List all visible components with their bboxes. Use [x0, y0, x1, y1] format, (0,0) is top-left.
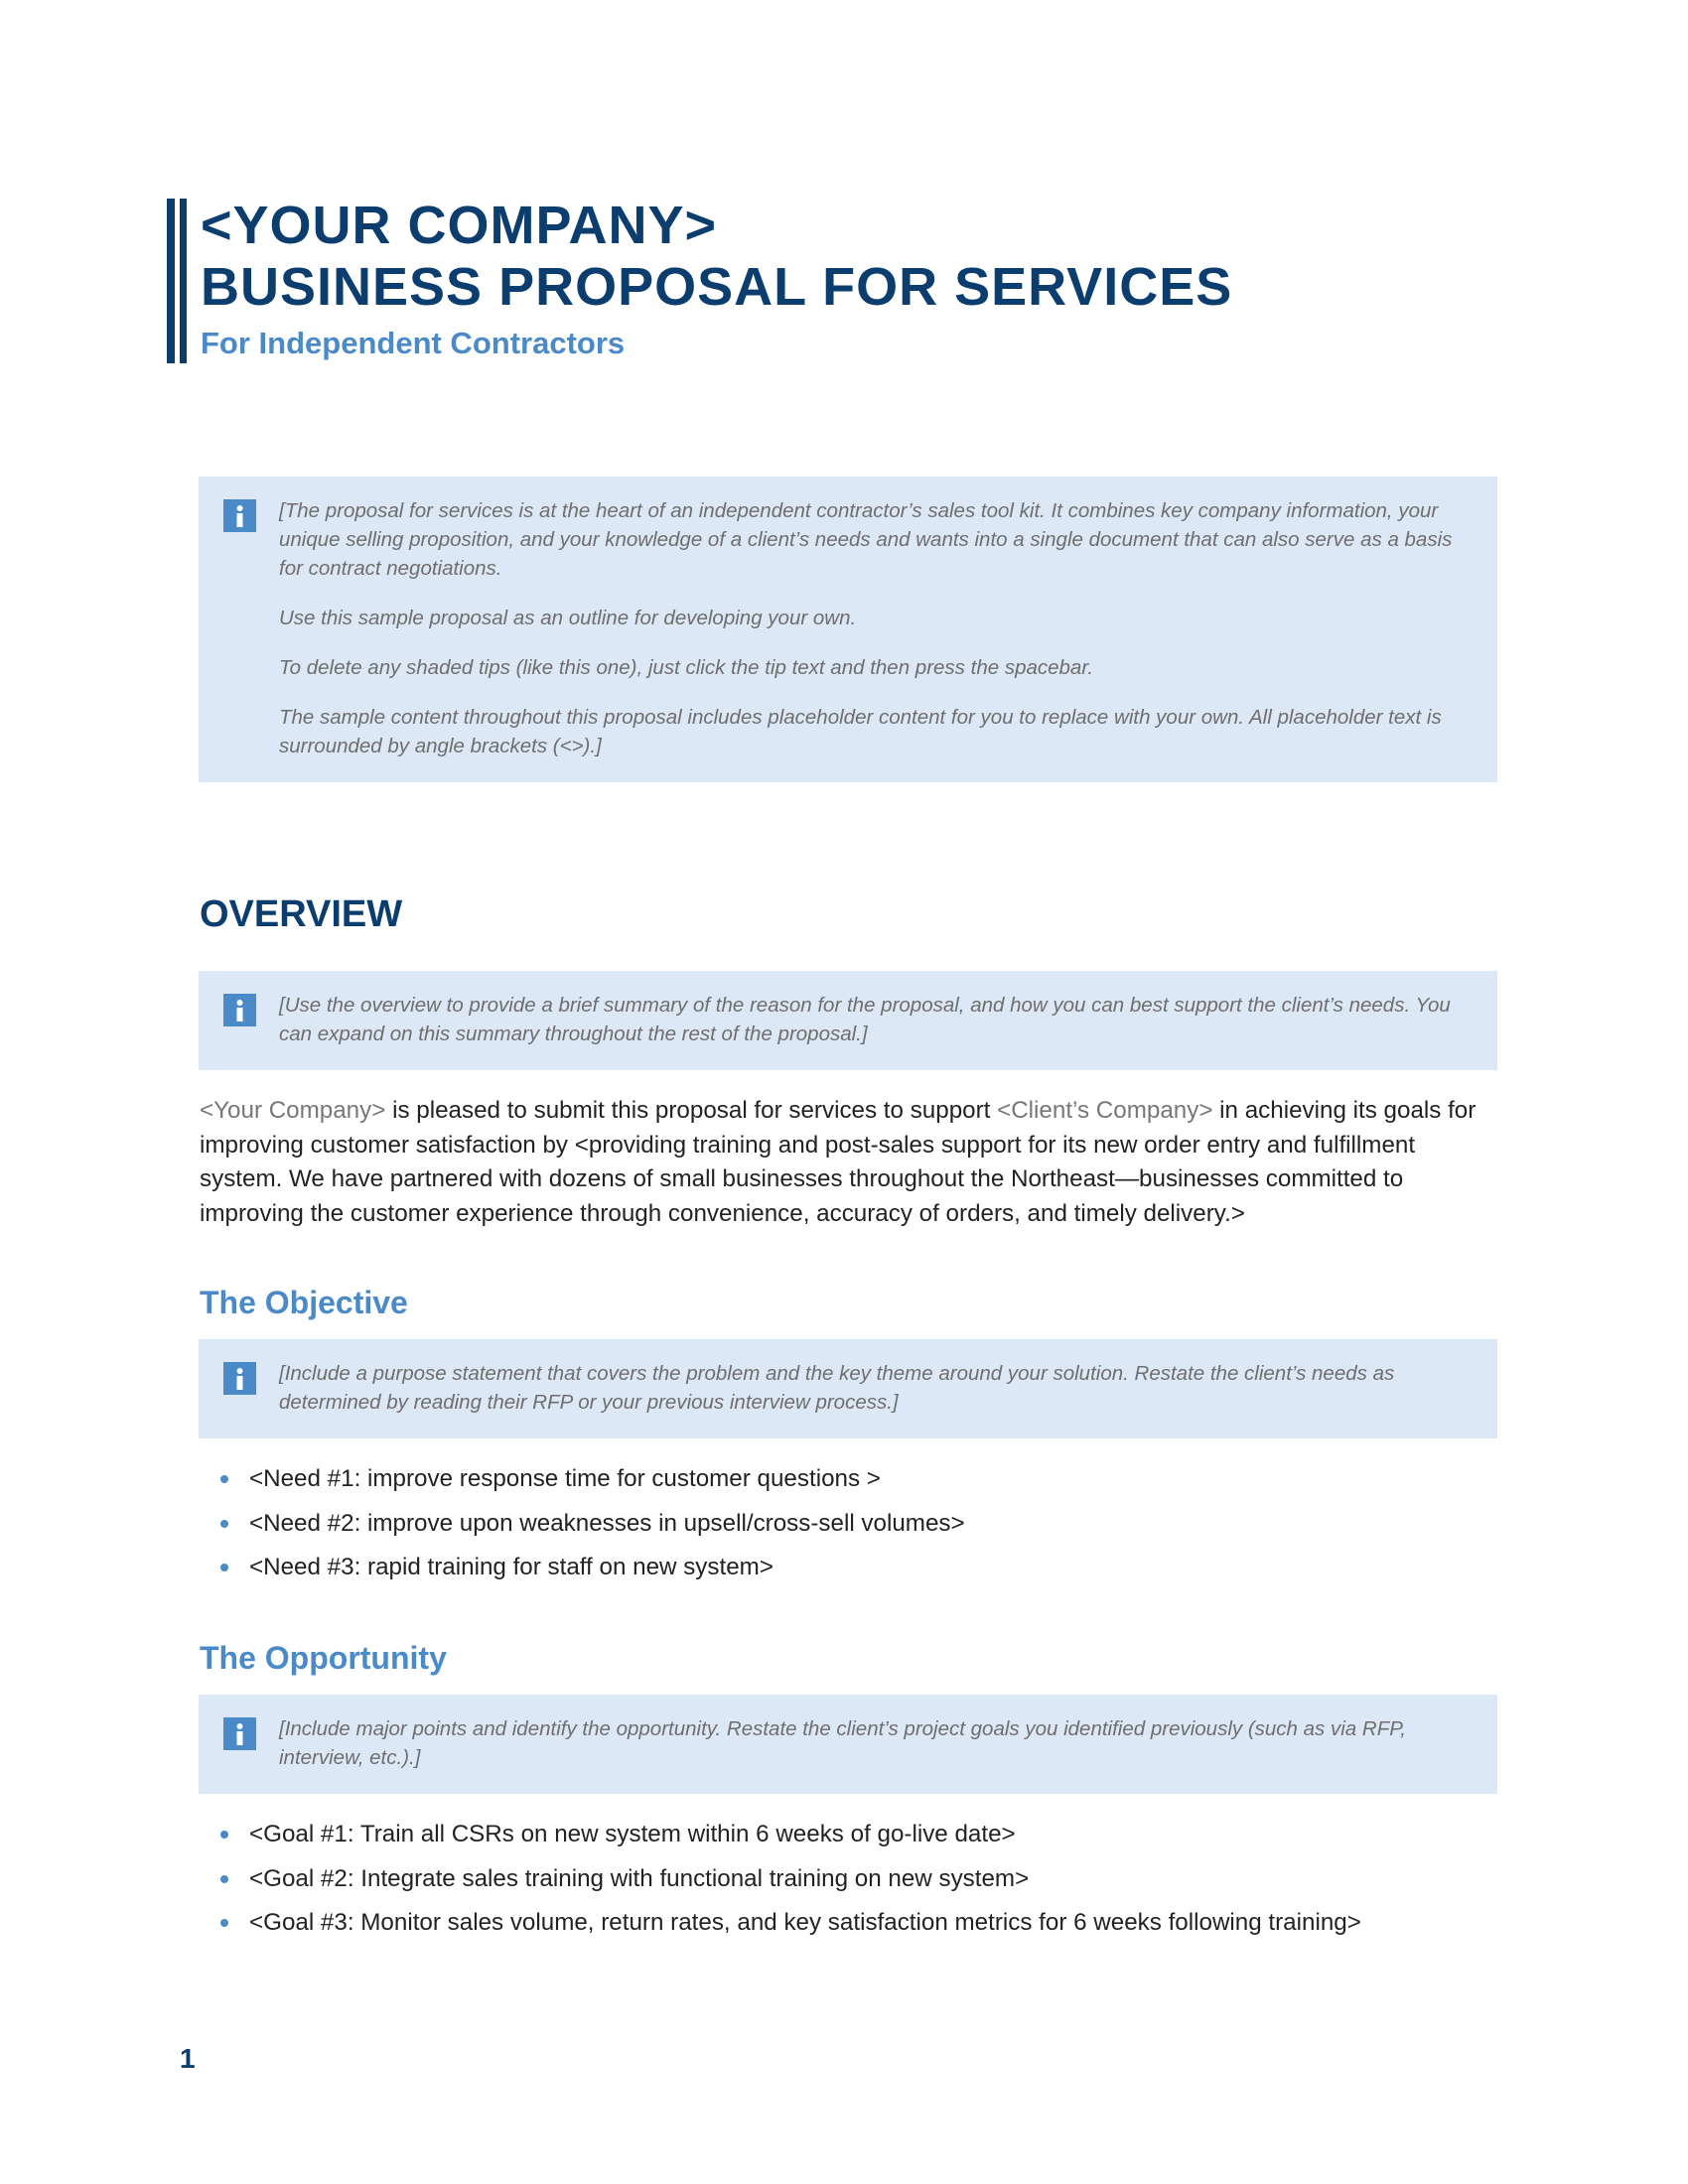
page-number: 1 [180, 2043, 196, 2074]
tip-paragraph: The sample content throughout this proposal includes placeholder content for you to replace with your own. All placeholder text is surrounded by angle brackets (<>).] [279, 706, 1442, 757]
bullet-icon [220, 1564, 228, 1571]
list-item: <Need #3: rapid training for staff on new system> [200, 1551, 1490, 1584]
tip-paragraph: [The proposal for services is at the heart of an independent contractor’s sales tool kit. It combines key company information, your unique selling proposition, and your knowledge of a client’s needs and wants into a single document that can also serve as a basis for contract negotiations. [279, 499, 1453, 580]
opportunity-list [200, 1818, 1490, 1951]
info-icon [223, 499, 256, 532]
subtitle: For Independent Contractors [201, 326, 626, 360]
tip-paragraph: Use this sample proposal as an outline for developing your own. [279, 607, 857, 629]
intro-tip-box[interactable] [199, 477, 1497, 782]
bullet-icon [220, 1919, 228, 1927]
tip-paragraph: [Include major points and identify the opportunity. Restate the client’s project goals you identified previously (such as via RFP, interview, etc.).] [279, 1717, 1406, 1769]
list-item: <Need #2: improve upon weaknesses in upsell/cross-sell volumes> [200, 1507, 1490, 1541]
title-accent-bar [167, 199, 187, 363]
opportunity-heading: The Opportunity [200, 1640, 447, 1676]
bullet-icon [220, 1831, 228, 1839]
placeholder-clients-company: <Client’s Company> [997, 1097, 1213, 1124]
placeholder-your-company: <Your Company> [200, 1097, 386, 1124]
tip-paragraph: [Include a purpose statement that covers the problem and the key theme around your solution. Restate the client’s needs as determined by reading their RFP or your previous interview process.] [279, 1362, 1395, 1414]
overview-paragraph: <Your Company> is pleased to submit this proposal for services to support <Client’s Company> in achieving its goals for improving customer satisfaction by <providing training and post-sales support for its new order entry and fulfillment system. We have partnered with dozens of small businesses throughout the Northeast—businesses committed to improving the customer experience through convenience, accuracy of orders, and timely delivery.> [200, 1097, 1477, 1227]
objective-list [200, 1462, 1490, 1595]
list-item: <Goal #3: Monitor sales volume, return rates, and key satisfaction metrics for 6 weeks following training> [200, 1906, 1490, 1940]
title-proposal: BUSINESS PROPOSAL FOR SERVICES [201, 257, 1233, 317]
info-icon [223, 994, 256, 1026]
opportunity-tip-box[interactable] [199, 1695, 1497, 1794]
overview-tip-box[interactable] [199, 971, 1497, 1070]
tip-paragraph: [Use the overview to provide a brief summary of the reason for the proposal, and how you can best support the client’s needs. You can expand on this summary throughout the rest of the proposal.] [279, 994, 1451, 1045]
list-item: <Goal #2: Integrate sales training with functional training on new system> [200, 1862, 1490, 1896]
info-icon [223, 1362, 256, 1395]
bullet-icon [220, 1520, 228, 1528]
tip-paragraph: To delete any shaded tips (like this one), just click the tip text and then press the spacebar. [279, 656, 1094, 679]
title-company: <YOUR COMPANY> [201, 196, 718, 255]
overview-heading: OVERVIEW [200, 893, 403, 935]
objective-heading: The Objective [200, 1285, 408, 1320]
bullet-icon [220, 1475, 228, 1483]
list-item: <Goal #1: Train all CSRs on new system within 6 weeks of go-live date> [200, 1818, 1490, 1851]
title-block [167, 195, 1497, 365]
info-icon [223, 1717, 256, 1750]
objective-tip-box[interactable] [199, 1339, 1497, 1438]
bullet-icon [220, 1875, 228, 1883]
list-item: <Need #1: improve response time for customer questions > [200, 1462, 1490, 1496]
